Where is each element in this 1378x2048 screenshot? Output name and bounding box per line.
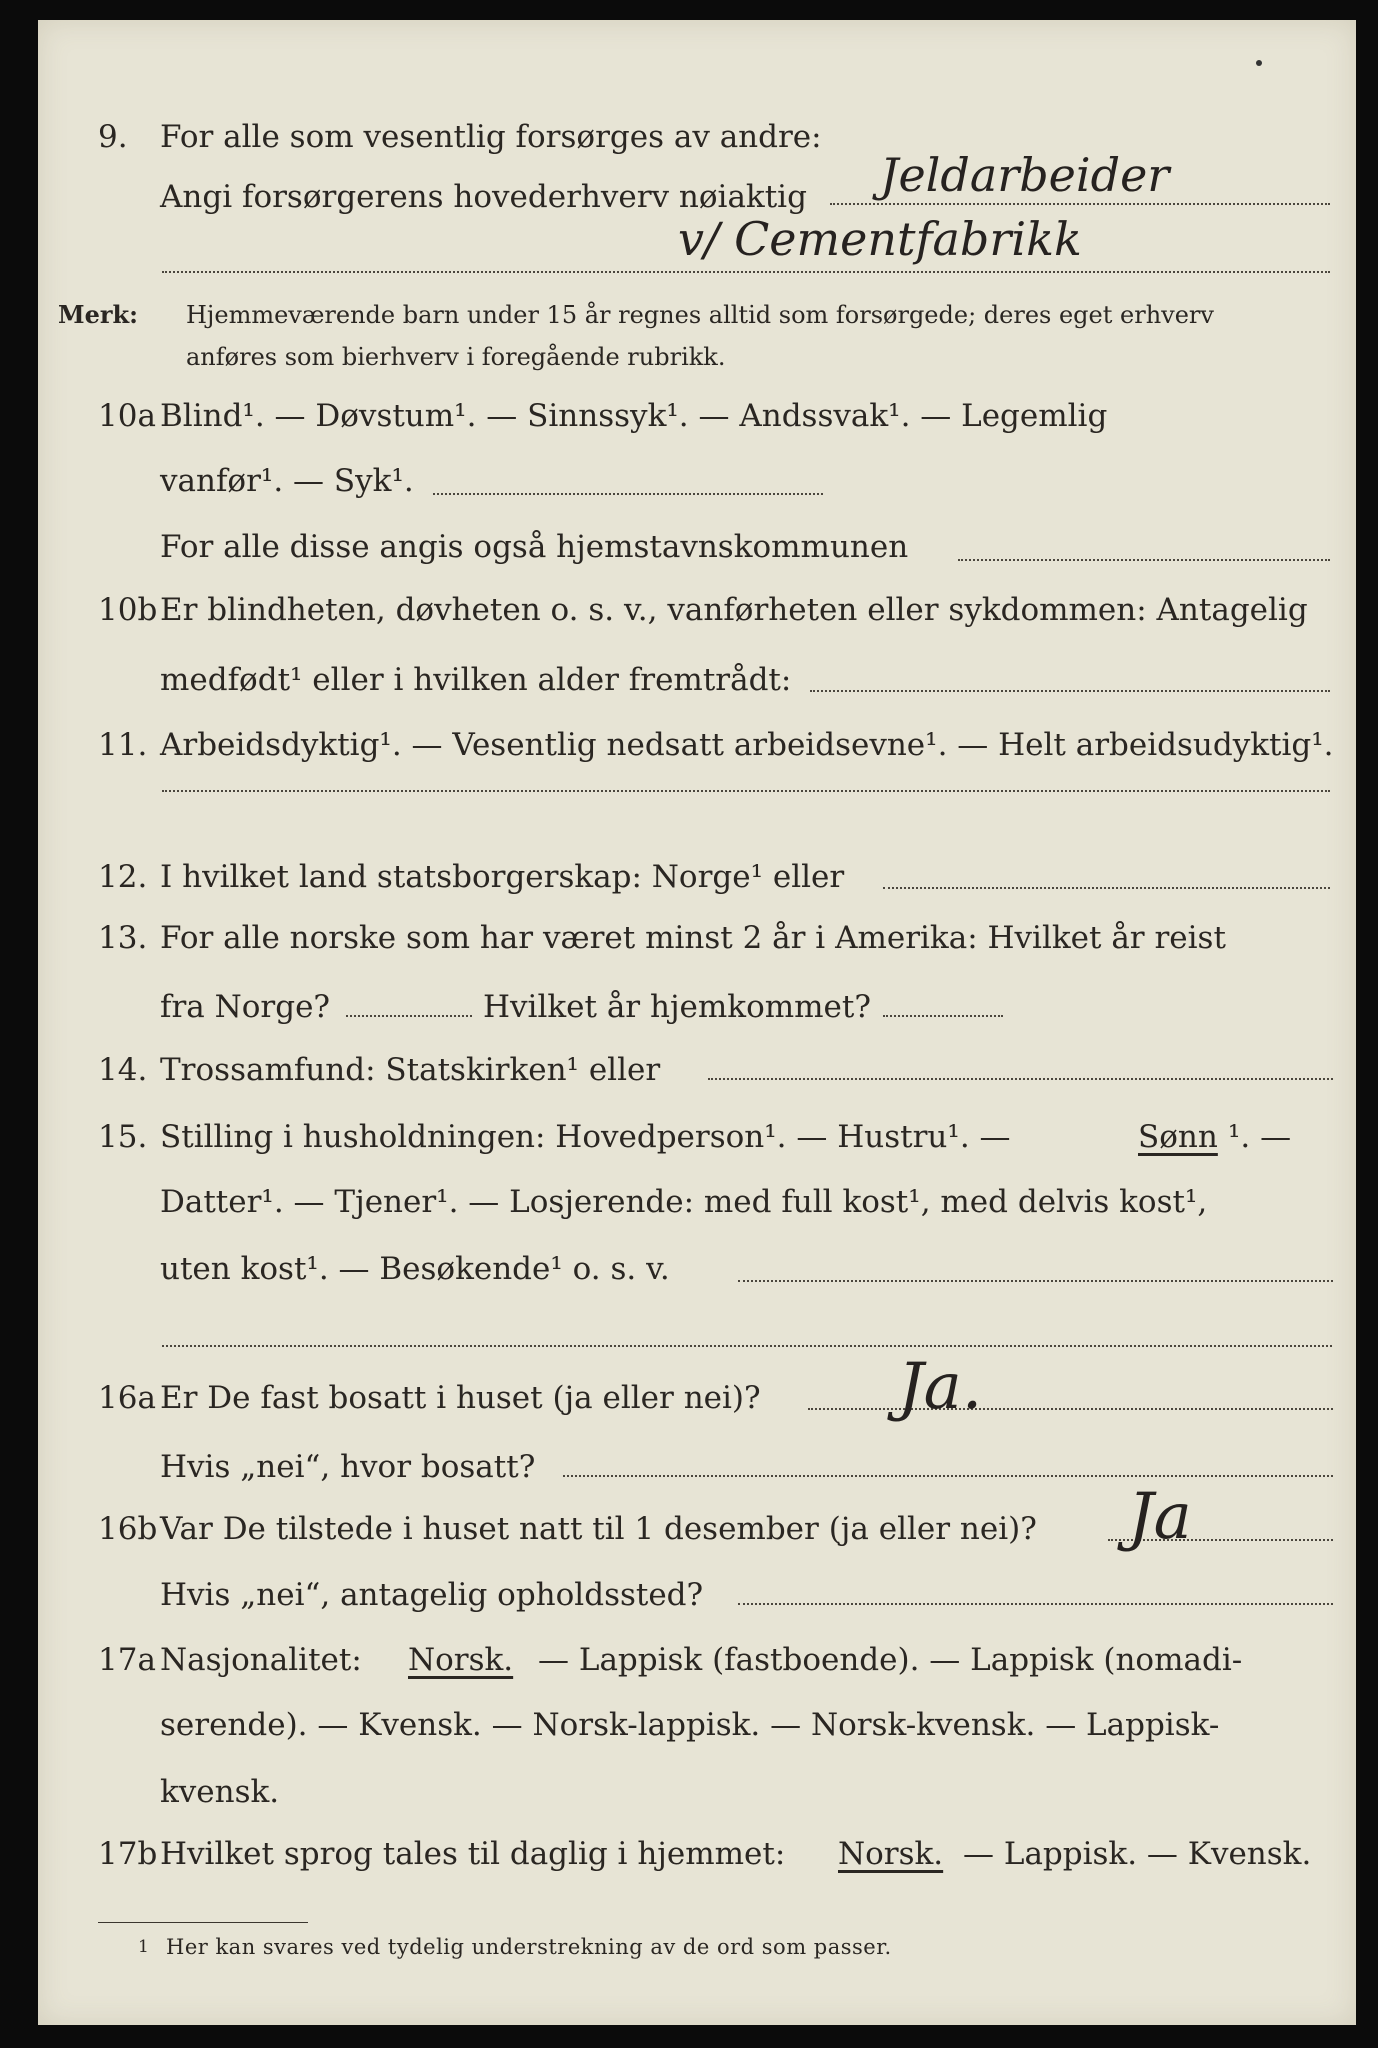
question-text: Stilling i husholdningen: Hovedperson¹. — Hustru¹. — (160, 1119, 1011, 1155)
question-text: medfødt¹ eller i hvilken alder fremtrådt: (160, 662, 792, 698)
question-number: 14. (98, 1052, 148, 1088)
handwritten-answer: Ja. (898, 1350, 983, 1424)
question-text: Arbeidsdyktig¹. — Vesentlig nedsatt arbeidsevne¹. — Helt arbeidsudyktig¹. (160, 727, 1334, 763)
question-number: 13. (98, 920, 148, 956)
question-text: I hvilket land statsborgerskap: Norge¹ eller (160, 859, 845, 895)
question-text: Hvilket år hjemkommet? (483, 989, 871, 1025)
answer-line[interactable] (883, 887, 1330, 889)
note-text: anføres som bierhverv i foregående rubrikk. (186, 343, 726, 371)
question-number: 9. (98, 119, 128, 155)
question-text: Var De tilstede i huset natt til 1 desember (ja eller nei)? (160, 1511, 1037, 1547)
answer-line[interactable] (830, 203, 1330, 205)
question-text: Er blindheten, døvheten o. s. v., vanførheten eller sykdommen: Antagelig (160, 592, 1308, 628)
answer-line[interactable] (433, 493, 823, 495)
question-number: 17a (98, 1642, 156, 1678)
question-number: 17b (98, 1836, 158, 1872)
answer-line[interactable] (162, 271, 1330, 273)
answer-line[interactable] (958, 559, 1330, 561)
underlined-answer: Norsk. (838, 1836, 944, 1872)
question-text: fra Norge? (160, 989, 331, 1025)
question-text: Nasjonalitet: (160, 1642, 362, 1678)
handwritten-answer: v/ Cementfabrikk (678, 212, 1082, 266)
answer-line[interactable] (810, 690, 1330, 692)
answer-line[interactable] (162, 1345, 1332, 1347)
answer-line[interactable] (162, 790, 1330, 792)
question-text: Hvis „nei“, hvor bosatt? (160, 1449, 536, 1485)
question-text: ¹. — (1228, 1119, 1292, 1155)
underlined-answer: Norsk. (408, 1642, 514, 1678)
page-speck (1256, 60, 1262, 66)
question-text: For alle disse angis også hjemstavnskommunen (160, 529, 909, 565)
footnote-text: Her kan svares ved tydelig understrekning av de ord som passer. (166, 1935, 892, 1959)
question-text: Er De fast bosatt i huset (ja eller nei)? (160, 1380, 761, 1416)
question-text: vanfør¹. — Syk¹. (160, 463, 414, 499)
question-number: 12. (98, 859, 148, 895)
question-number: 10a (98, 398, 156, 434)
handwritten-answer: Ja (1128, 1480, 1192, 1554)
underlined-answer: Sønn (1138, 1119, 1218, 1155)
answer-line[interactable] (738, 1280, 1333, 1282)
question-text: Angi forsørgerens hovederhverv nøiaktig (160, 179, 807, 215)
question-text: — Lappisk. — Kvensk. (963, 1836, 1312, 1872)
answer-line[interactable] (346, 1015, 472, 1017)
question-text: kvensk. (160, 1774, 280, 1810)
note-label: Merk: (58, 300, 138, 329)
question-text: Trossamfund: Statskirken¹ eller (160, 1052, 661, 1088)
answer-line[interactable] (883, 1015, 1003, 1017)
answer-line[interactable] (808, 1408, 1333, 1410)
question-text: serende). — Kvensk. — Norsk-lappisk. — Norsk-kvensk. — Lappisk- (160, 1707, 1220, 1743)
note-text: Hjemmeværende barn under 15 år regnes alltid som forsørgede; deres eget erhverv (186, 301, 1214, 329)
question-text: Blind¹. — Døvstum¹. — Sinnssyk¹. — Andssvak¹. — Legemlig (160, 398, 1108, 434)
question-text: For alle norske som har været minst 2 år i Amerika: Hvilket år reist (160, 920, 1226, 956)
answer-line[interactable] (738, 1603, 1333, 1605)
question-text: Hvis „nei“, antagelig opholdssted? (160, 1577, 704, 1613)
question-text: — Lappisk (fastboende). — Lappisk (nomadi- (538, 1642, 1243, 1678)
question-number: 16b (98, 1511, 158, 1547)
handwritten-answer: Jeldarbeider (880, 148, 1170, 202)
question-number: 16a (98, 1380, 156, 1416)
question-number: 10b (98, 592, 158, 628)
question-text: Hvilket sprog tales til daglig i hjemmet: (160, 1836, 786, 1872)
question-text: Datter¹. — Tjener¹. — Losjerende: med full kost¹, med delvis kost¹, (160, 1184, 1208, 1220)
answer-line[interactable] (563, 1475, 1333, 1477)
footnote-marker: 1 (138, 1937, 149, 1957)
answer-line[interactable] (708, 1078, 1333, 1080)
question-text: uten kost¹. — Besøkende¹ o. s. v. (160, 1251, 670, 1287)
question-number: 11. (98, 727, 148, 763)
question-text: For alle som vesentlig forsørges av andre: (160, 119, 822, 155)
question-number: 15. (98, 1119, 148, 1155)
footnote-rule (98, 1922, 308, 1923)
census-form-page (38, 20, 1356, 2025)
